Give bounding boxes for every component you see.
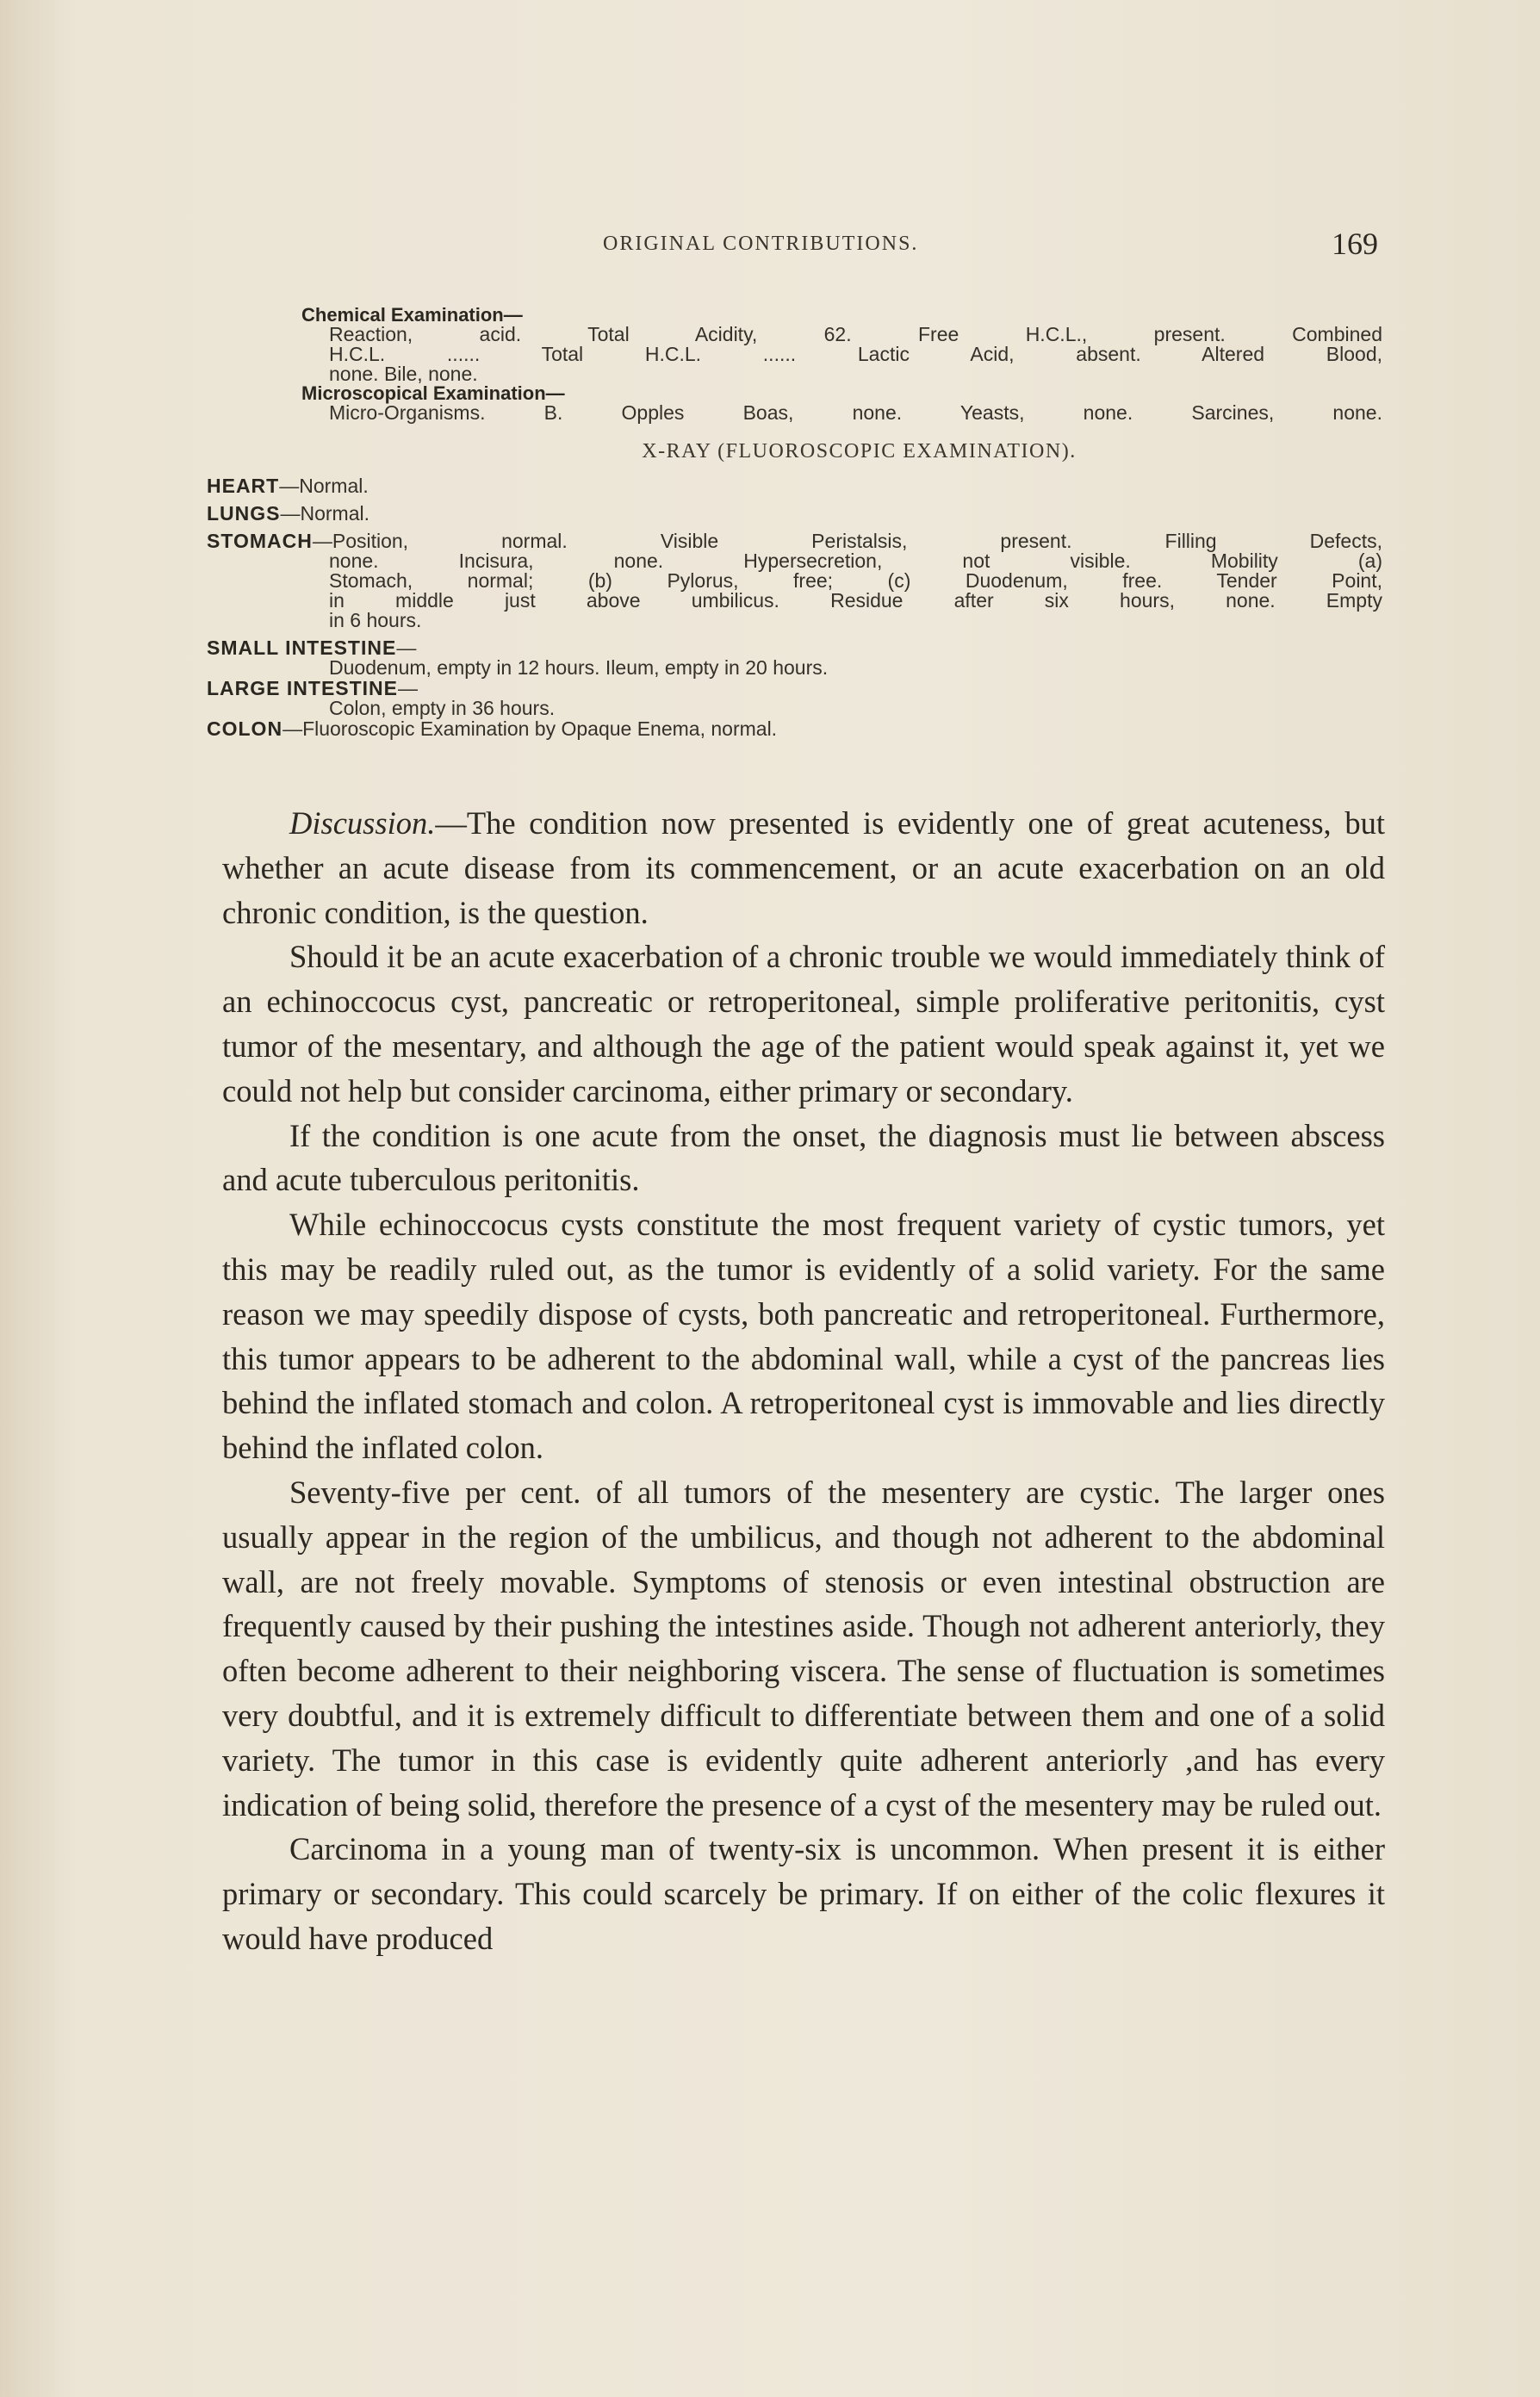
discussion-title: Discussion.	[289, 805, 436, 841]
running-head: ORIGINAL CONTRIBUTIONS.	[603, 233, 919, 255]
heart-text: —Normal.	[279, 475, 369, 497]
discussion-paragraph-1	[222, 801, 1385, 935]
finding-heart	[207, 475, 1382, 496]
discussion-p1-text: —The condition now presented is evidently one of great acuteness, but whether an acute disease from its commencement, or an acute exacerbation on an old chronic condition, is the question.	[222, 805, 1385, 930]
chemical-heading: Chemical Examination—	[301, 304, 523, 326]
finding-colon	[207, 718, 1382, 739]
colon-text: —Fluoroscopic Examination by Opaque Enema, normal.	[283, 717, 778, 740]
microscopical-heading: Microscopical Examination—	[301, 382, 565, 404]
discussion-paragraph-6: Carcinoma in a young man of twenty-six is uncommon. When present it is either primary or secondary. This could scarcely be primary. If on either of the colic flexures it would have produced	[222, 1831, 1385, 1956]
large-intestine-text: —	[398, 677, 419, 699]
large-intestine-label: LARGE INTESTINE	[207, 677, 399, 699]
small-intestine-line-2: Duodenum, empty in 12 hours. Ileum, empty in 20 hours.	[329, 656, 829, 679]
xray-title: X-RAY (FLUOROSCOPIC EXAMINATION).	[642, 440, 1077, 463]
colon-label: COLON	[207, 717, 283, 740]
lungs-label: LUNGS	[207, 502, 281, 525]
chemical-line-1: Reaction, acid. Total Acidity, 62. Free H.C.L., present. Combined	[329, 323, 1382, 345]
finding-lungs	[207, 503, 1382, 524]
page-header	[284, 226, 1378, 269]
heart-label: HEART	[207, 475, 280, 497]
discussion-paragraph-5: Seventy-five per cent. of all tumors of the mesentery are cystic. The larger ones usually appear in the region of the umbilicus, and though not adherent to the abdominal wall, are not freely movable. Symptoms of stenosis or even intestinal obstruction are frequently caused by their pushing the intestines aside. Though not adherent anteriorly, they often become adherent to their neighboring viscera. The sense of fluctuation is sometimes very doubtful, and it is extremely difficult to differentiate between them and one of a solid variety. The tumor in this case is evidently quite adherent anteriorly ,and has every indication of being solid, therefore the presence of a cyst of the mesentery may be ruled out.	[222, 1474, 1385, 1823]
stomach-label: STOMACH	[207, 530, 313, 552]
discussion-paragraph-3: If the condition is one acute from the onset, the diagnosis must lie between abscess and acute tuberculous peritonitis.	[222, 1117, 1385, 1198]
lungs-text: —Normal.	[280, 502, 370, 525]
large-intestine-line-2: Colon, empty in 36 hours.	[329, 697, 556, 719]
microscopical-line-1: Micro-Organisms. B. Opples Boas, none. Yeasts, none. Sarcines, none.	[329, 401, 1382, 424]
small-intestine-label: SMALL INTESTINE	[207, 637, 397, 659]
finding-large-intestine	[207, 678, 1382, 699]
discussion-text	[222, 801, 1385, 1961]
stomach-line-2: none. Incisura, none. Hypersecretion, not visible. Mobility (a)	[329, 550, 1382, 572]
stomach-line-3: Stomach, normal; (b) Pylorus, free; (c) Duodenum, free. Tender Point,	[329, 569, 1382, 592]
discussion-paragraph-4: While echinoccocus cysts constitute the most frequent variety of cystic tumors, yet this may be readily ruled out, as the tumor is evidently of a solid variety. For the same reason we may speedily dispose of cysts, both pancreatic and retroperitoneal. Furthermore, this tumor appears to be adherent to the abdominal wall, while a cyst of the pancreas lies behind the inflated stomach and colon. A retroperitoneal cyst is immovable and lies directly behind the inflated colon.	[222, 1207, 1385, 1466]
discussion-paragraph-2: Should it be an acute exacerbation of a chronic trouble we would immediately think of an echinoccocus cyst, pancreatic or retroperitoneal, simple proliferative peritonitis, cyst tumor of the mesentary, and although the age of the patient would speak against it, yet we could not help but consider carcinoma, either primary or secondary.	[222, 939, 1385, 1108]
stomach-text: —Position, normal. Visible Peristalsis, present. Filling Defects,	[312, 530, 1382, 552]
page-number: 169	[1332, 227, 1378, 261]
chemical-line-2: H.C.L. ...... Total H.C.L. ...... Lactic Acid, absent. Altered Blood,	[329, 343, 1382, 365]
finding-stomach	[207, 531, 1382, 551]
lab-findings	[207, 306, 1382, 739]
stomach-line-4: in middle just above umbilicus. Residue after six hours, none. Empty	[329, 589, 1382, 612]
stomach-line-5: in 6 hours.	[329, 609, 422, 631]
finding-small-intestine	[207, 637, 1382, 658]
small-intestine-text: —	[396, 637, 417, 659]
chemical-line-3: none. Bile, none.	[329, 363, 478, 385]
